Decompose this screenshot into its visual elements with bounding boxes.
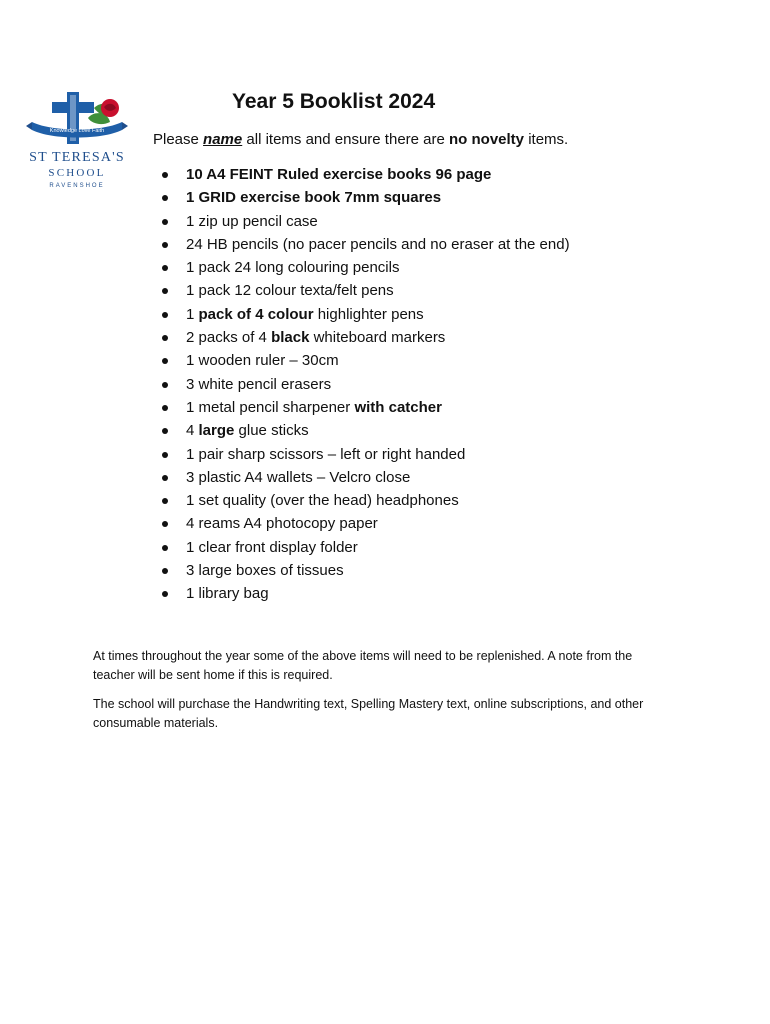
item-rest: glue sticks (234, 422, 309, 440)
note-replenish: At times throughout the year some of the above items will need to be replenished. A note from the teacher will be sent home if this is required. (93, 649, 633, 682)
item-rest: highlighter pens (313, 305, 424, 323)
item-text: 1 pair sharp scissors – left or right handed (186, 445, 466, 463)
school-crest-icon (22, 88, 132, 150)
list-item (160, 163, 570, 186)
bullet-icon (162, 428, 168, 434)
item-text: 4 (186, 422, 199, 440)
bullet-icon (162, 172, 168, 178)
bullet-icon (162, 358, 168, 364)
bullet-icon (162, 242, 168, 248)
item-text: 1 pack 12 colour texta/felt pens (186, 282, 394, 300)
list-item (160, 512, 570, 535)
bullet-icon (162, 382, 168, 388)
list-item (160, 559, 570, 582)
list-item (160, 326, 570, 349)
note-school-purchase: The school will purchase the Handwriting text, Spelling Mastery text, online subscriptions, and other consumable materials. (93, 697, 644, 730)
item-text: 4 reams A4 photocopy paper (186, 515, 378, 533)
bullet-icon (162, 335, 168, 341)
item-text: 3 large boxes of tissues (186, 562, 344, 580)
ribbon-text: Knowledge Love Faith (49, 128, 105, 134)
item-text: 1 metal pencil sharpener (186, 398, 355, 416)
bullet-icon (162, 405, 168, 411)
intro-after: items. (524, 131, 569, 148)
item-text: 1 (186, 305, 199, 323)
item-bold-tail: pack of 4 colour (198, 305, 314, 323)
list-item (160, 536, 570, 559)
bullet-icon (162, 265, 168, 271)
logo-school-word: SCHOOL (48, 167, 106, 179)
list-item (160, 466, 570, 489)
item-text: 1 pack 24 long colouring pencils (186, 259, 400, 277)
item-text: 1 set quality (over the head) headphones (186, 492, 459, 510)
school-logo (22, 88, 132, 196)
item-rest: whiteboard markers (309, 329, 446, 347)
item-bold-lead: 1 GRID exercise book 7mm squares (186, 189, 442, 207)
list-item (160, 419, 570, 442)
item-text: 3 plastic A4 wallets – Velcro close (186, 468, 411, 486)
list-item (160, 256, 570, 279)
bullet-icon (162, 568, 168, 574)
item-bold-lead: 10 A4 FEINT Ruled exercise books 96 page (186, 166, 492, 183)
intro-no-novelty: no novelty (449, 131, 525, 148)
bullet-icon (162, 591, 168, 597)
list-item (160, 233, 570, 256)
list-item (160, 279, 570, 302)
list-item (160, 582, 570, 605)
bullet-icon (162, 195, 168, 201)
bullet-icon (162, 219, 168, 225)
list-item (160, 186, 570, 209)
item-text: 24 HB pencils (no pacer pencils and no eraser at the end) (186, 235, 570, 253)
intro-middle: all items and ensure there are (242, 131, 450, 148)
bullet-icon (162, 498, 168, 504)
item-text: 3 white pencil erasers (186, 375, 332, 393)
list-item (160, 373, 570, 396)
item-text: 1 zip up pencil case (186, 212, 318, 230)
bullet-icon (162, 452, 168, 458)
item-bold-tail: black (271, 329, 310, 347)
bullet-icon (162, 475, 168, 481)
logo-school-name: ST TERESA'S (29, 150, 125, 165)
intro-name-word: name (203, 131, 243, 148)
logo-place: RAVENSHOE (49, 183, 105, 189)
item-bold-tail: with catcher (354, 398, 442, 416)
item-text: 1 clear front display folder (186, 538, 358, 556)
item-text: 1 library bag (186, 585, 269, 603)
item-text: 1 wooden ruler – 30cm (186, 352, 339, 370)
item-bold-tail: large (198, 422, 235, 440)
page-title: Year 5 Booklist 2024 (232, 90, 436, 113)
bullet-icon (162, 545, 168, 551)
list-item (160, 489, 570, 512)
bullet-icon (162, 288, 168, 294)
bullet-icon (162, 521, 168, 527)
list-item (160, 210, 570, 233)
list-item (160, 303, 570, 326)
intro-line (153, 131, 568, 148)
item-text: 2 packs of 4 (186, 329, 272, 347)
list-item (160, 349, 570, 372)
bullet-icon (162, 312, 168, 318)
booklist-items (160, 163, 570, 606)
list-item (160, 396, 570, 419)
notes (93, 647, 673, 743)
list-item (160, 443, 570, 466)
intro-before: Please (153, 131, 204, 148)
